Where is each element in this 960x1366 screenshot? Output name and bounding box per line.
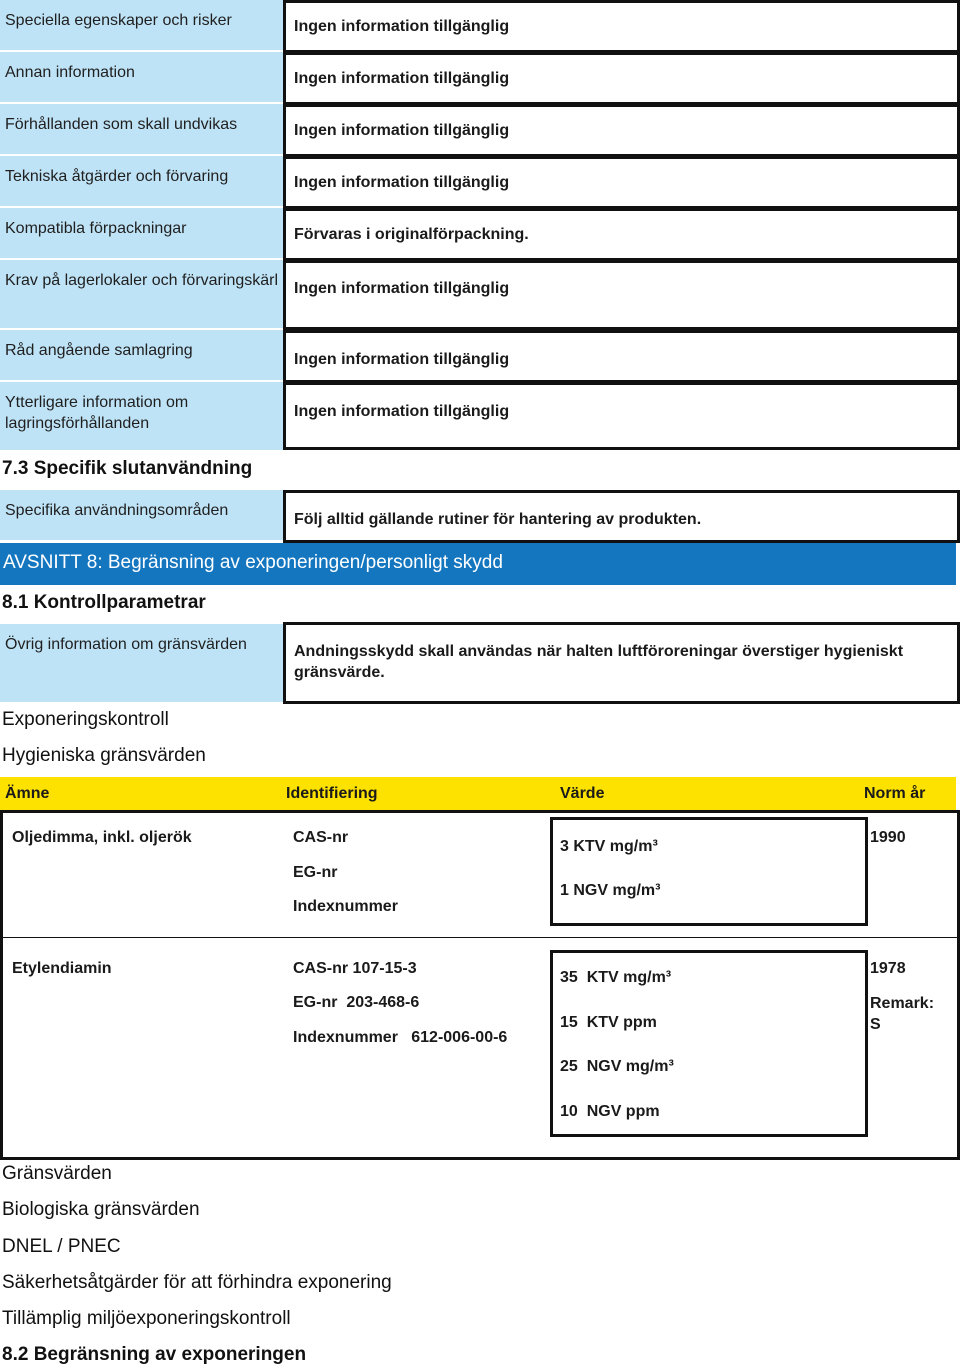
row-label: Ytterligare information om lagringsförhållanden (0, 382, 283, 450)
row-value: Ingen information tillgänglig (283, 260, 960, 330)
dnel-pnec-heading: DNEL / PNEC (2, 1236, 121, 1257)
identifier: CAS-nr (293, 829, 349, 846)
section-8-2-title: 8.2 Begränsning av exponeringen (2, 1344, 307, 1365)
row-label: Förhållanden som skall undvikas (0, 104, 283, 154)
limit-value: 35 KTV mg/m³ (560, 969, 672, 986)
row-value: Förvaras i originalförpackning. (283, 208, 960, 261)
row-label: Råd angående samlagring (0, 330, 283, 380)
other-info-value: Andningsskydd skall användas när halten luftföroreningar överstiger hygieniskt gränsvärde. (283, 622, 960, 704)
identifier: CAS-nr 107-15-3 (293, 960, 417, 977)
row-value: Ingen information tillgänglig (283, 156, 960, 209)
safety-measures-heading: Säkerhetsåtgärder för att förhindra exponering (2, 1272, 392, 1293)
col-header-identification: Identifiering (286, 785, 378, 802)
limits-heading: Gränsvärden (2, 1163, 112, 1184)
identifier: Indexnummer 612-006-00-6 (293, 1029, 508, 1046)
specific-use-label: Specifika användningsområden (0, 490, 283, 540)
identifier: Indexnummer (293, 898, 398, 915)
identifier: EG-nr 203-468-6 (293, 994, 420, 1011)
row-label: Annan information (0, 52, 283, 102)
exposure-control-heading: Exponeringskontroll (2, 709, 169, 730)
row-label: Tekniska åtgärder och förvaring (0, 156, 283, 206)
substance-name: Etylendiamin (12, 960, 112, 977)
row-value: Ingen information tillgänglig (283, 0, 960, 53)
other-info-label: Övrig information om gränsvärden (0, 624, 283, 702)
section-8-1-title: 8.1 Kontrollparametrar (2, 592, 206, 613)
identifier: EG-nr (293, 864, 338, 881)
row-value: Ingen information tillgänglig (283, 52, 960, 105)
row-separator (3, 938, 957, 941)
environmental-control-heading: Tillämplig miljöexponeringskontroll (2, 1308, 291, 1329)
section-7-3-title: 7.3 Specifik slutanvändning (2, 458, 253, 479)
limit-value: 1 NGV mg/m³ (560, 882, 661, 899)
row-label: Krav på lagerlokaler och förvaringskärl (0, 260, 283, 328)
row-value: Ingen information tillgänglig (283, 104, 960, 157)
limit-value: 25 NGV mg/m³ (560, 1058, 674, 1075)
row-label: Kompatibla förpackningar (0, 208, 283, 258)
norm-remark-label: Remark: (870, 995, 935, 1012)
norm-year: 1978 (870, 960, 906, 977)
hygienic-limits-heading: Hygieniska gränsvärden (2, 745, 206, 766)
col-header-substance: Ämne (5, 785, 50, 802)
col-header-value: Värde (560, 785, 605, 802)
specific-use-value: Följ alltid gällande rutiner för hantering av produkten. (283, 490, 960, 543)
limit-value: 3 KTV mg/m³ (560, 838, 658, 855)
section-8-band: AVSNITT 8: Begränsning av exponeringen/personligt skydd (0, 543, 956, 585)
biological-limits-heading: Biologiska gränsvärden (2, 1199, 200, 1220)
row-label: Speciella egenskaper och risker (0, 0, 283, 50)
norm-year: 1990 (870, 829, 906, 846)
value-box (550, 817, 868, 926)
norm-remark-value: S (870, 1016, 881, 1033)
substance-name: Oljedimma, inkl. oljerök (12, 829, 192, 846)
table-header (0, 777, 956, 810)
col-header-norm-year: Norm år (864, 785, 926, 802)
limit-value: 15 KTV ppm (560, 1014, 657, 1031)
row-value: Ingen information tillgänglig (283, 330, 960, 383)
limit-value: 10 NGV ppm (560, 1103, 660, 1120)
row-value: Ingen information tillgänglig (283, 382, 960, 450)
